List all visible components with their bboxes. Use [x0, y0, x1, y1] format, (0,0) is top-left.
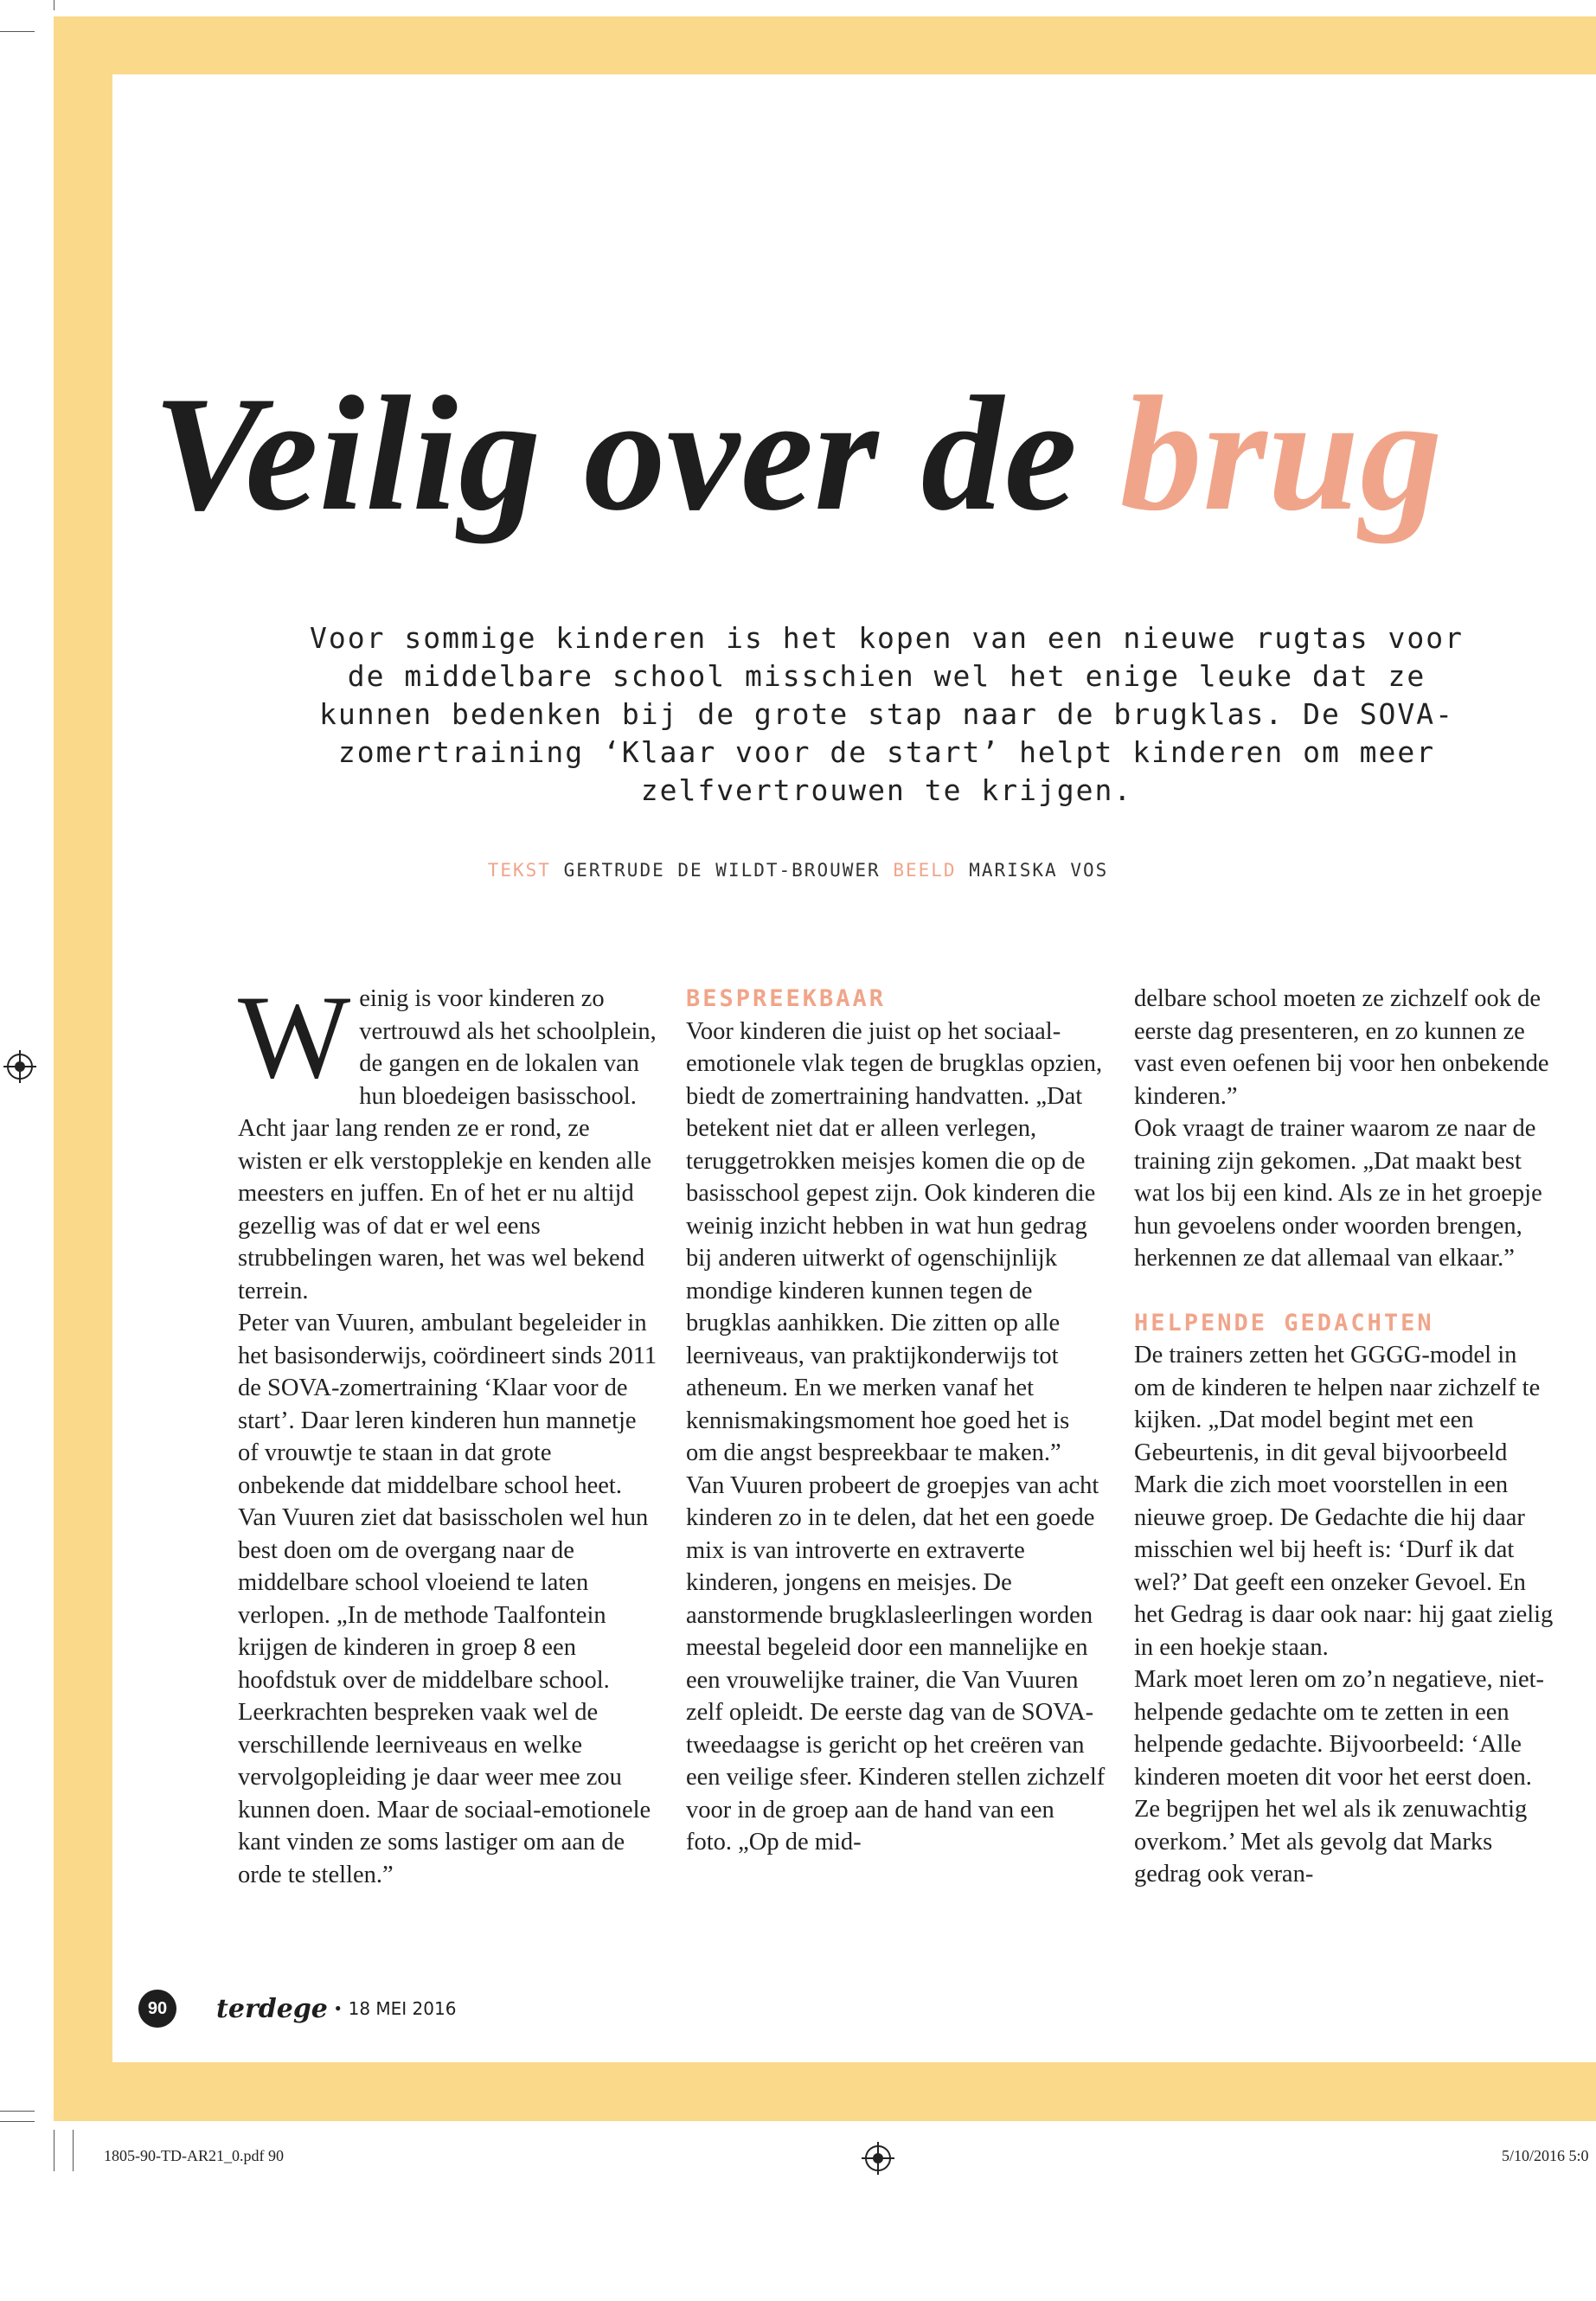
title-main: Veilig over de: [152, 363, 1079, 545]
byline: [0, 860, 1596, 881]
issue-date: 18 MEI 2016: [348, 1998, 457, 2019]
crop-mark: [73, 2130, 74, 2171]
intro-lead: Voor sommige kinderen is het kopen van een nieuwe rugtas voor de middelbare school misschien wel het enige leuke dat ze kunnen bedenken bij de grote stap naar de brugklas. De SOVA-zomertraining ‘Klaar voor de start’ helpt kinderen om meer zelfvertrouwen te krijgen.: [310, 621, 1464, 807]
registration-mark-icon: [865, 2145, 891, 2171]
subheading-bespreekbaar: BESPREEKBAAR: [686, 985, 887, 1012]
body-column-1: [238, 971, 657, 1891]
print-slug-file: 1805-90-TD-AR21_0.pdf 90: [104, 2147, 284, 2164]
page-number: 90: [138, 1990, 176, 2028]
page-footer: [138, 1990, 456, 2028]
crop-mark: [0, 2121, 35, 2122]
paragraph-text: einig is voor kinderen zo vertrouwd als het schoolplein, de gangen en de lokalen van hun bloedeigen basisschool. Acht jaar lang renden ze er rond, ze wisten er elk verstopplekje en kenden alle meesters en juffen. En of het er nu altijd gezellig was of dat er wel eens strubbelingen waren, het was wel bekend terrein.: [238, 985, 657, 1304]
photographer-name: MARISKA VOS: [969, 860, 1109, 881]
body-column-2: [686, 983, 1106, 1859]
paragraph: Mark moet leren om zo’n negatieve, niet-helpende gedachte om te zetten in een helpende gedachte. Bijvoorbeeld: ‘Alle kinderen moeten dit voor het eerst doen. Ze begrijpen het wel als ik zenuwachtig overkom.’ Met als gevolg dat Marks gedrag ook veran-: [1134, 1666, 1545, 1888]
magazine-logo: terdege: [216, 1993, 328, 2024]
drop-cap: W: [238, 971, 351, 1103]
body-column-3: [1134, 983, 1554, 1891]
crop-mark: [0, 31, 35, 32]
paragraph: Van Vuuren ziet dat basisscholen wel hun best doen om de overgang naar de middelbare school vloeiend te laten verlopen. „In de methode Taalfontein krijgen de kinderen in groep 8 een hoofdstuk over de middelbare school. Leerkrachten bespreken vaak wel de verschillende leerniveaus en welke vervolgopleiding je daar weer mee zou kunnen doen. Maar de sociaal-emotionele kant vinden ze soms lastiger om aan de orde te stellen.”: [238, 1504, 651, 1888]
paragraph: Van Vuuren probeert de groepjes van acht kinderen zo in te delen, dat het een goede mix is van introverte en extraverte kinderen, jongens en meisjes. De aanstormende brugklasleerlingen worden meestal begeleid door een mannelijke en een vrouwelijke trainer, die Van Vuuren zelf opleidt. De eerste dag van de SOVA-tweedaagse is gericht op het creëren van een veilige sfeer. Kinderen stellen zichzelf voor in de groep aan de hand van een foto. „Op de mid-: [686, 1471, 1106, 1856]
paragraph: Voor kinderen die juist op het sociaal-emotionele vlak tegen de brugklas opzien, biedt de zomertraining handvatten. „Dat betekent niet dat er alleen verlegen, teruggetrokken meisjes komen die op de basisschool gepest zijn. Ook kinderen die weinig inzicht hebben in wat hun gedrag bij anderen uitwerkt of ogenschijnlijk mondige kinderen kunnen tegen de brugklas aanhikken. Die zitten op alle leerniveaus, van praktijkonderwijs tot atheneum. En we merken vanaf het kennismakingsmoment hoe goed het is om die angst bespreekbaar te maken.”: [686, 1017, 1103, 1466]
subheading-helpende-gedachten: HELPENDE GEDACHTEN: [1134, 1309, 1434, 1336]
article-title: [0, 363, 1596, 545]
paragraph: Ook vraagt de trainer waarom ze naar de training zijn gekomen. „Dat maakt best wat los bij een kind. Als ze in het groepje hun gevoelens onder woorden brengen, herkennen ze dat allemaal van elkaar.”: [1134, 1115, 1542, 1272]
paragraph: De trainers zetten het GGGG-model in om de kinderen te helpen naar zichzelf te kijken. „Dat model begint met een Gebeurtenis, in dit geval bijvoorbeeld Mark die zich moet voorstellen in een nieuwe groep. De Gedachte die hij daar misschien wel bij heeft is: ‘Durf ik dat wel?’ Dat geeft een onzeker Gevoel. En het Gedrag is daar ook naar: hij gaat zielig in een hoekje staan.: [1134, 1342, 1554, 1661]
text-credit-label: TEKST: [487, 860, 551, 881]
image-credit-label: BEELD: [893, 860, 957, 881]
paragraph: Peter van Vuuren, ambulant begeleider in het basisonderwijs, coördineert sinds 2011 de SOVA-zomertraining ‘Klaar voor de start’. Daar leren kinderen hun mannetje of vrouwtje te staan in dat grote onbekende dat middelbare school heet.: [238, 1310, 657, 1499]
crop-mark: [0, 2111, 35, 2112]
paragraph: delbare school moeten ze zichzelf ook de eerste dag presenteren, en zo kunnen ze vast even oefenen bij voor hen onbekende kinderen.”: [1134, 985, 1549, 1110]
author-name: GERTRUDE DE WILDT-BROUWER: [563, 860, 881, 881]
print-slug-date: 5/10/2016 5:0: [1502, 2147, 1589, 2164]
registration-mark-icon: [7, 1054, 33, 1080]
footer-separator: •: [334, 1997, 342, 2019]
title-accent: brug: [1119, 363, 1444, 545]
paragraph: [238, 971, 657, 1307]
